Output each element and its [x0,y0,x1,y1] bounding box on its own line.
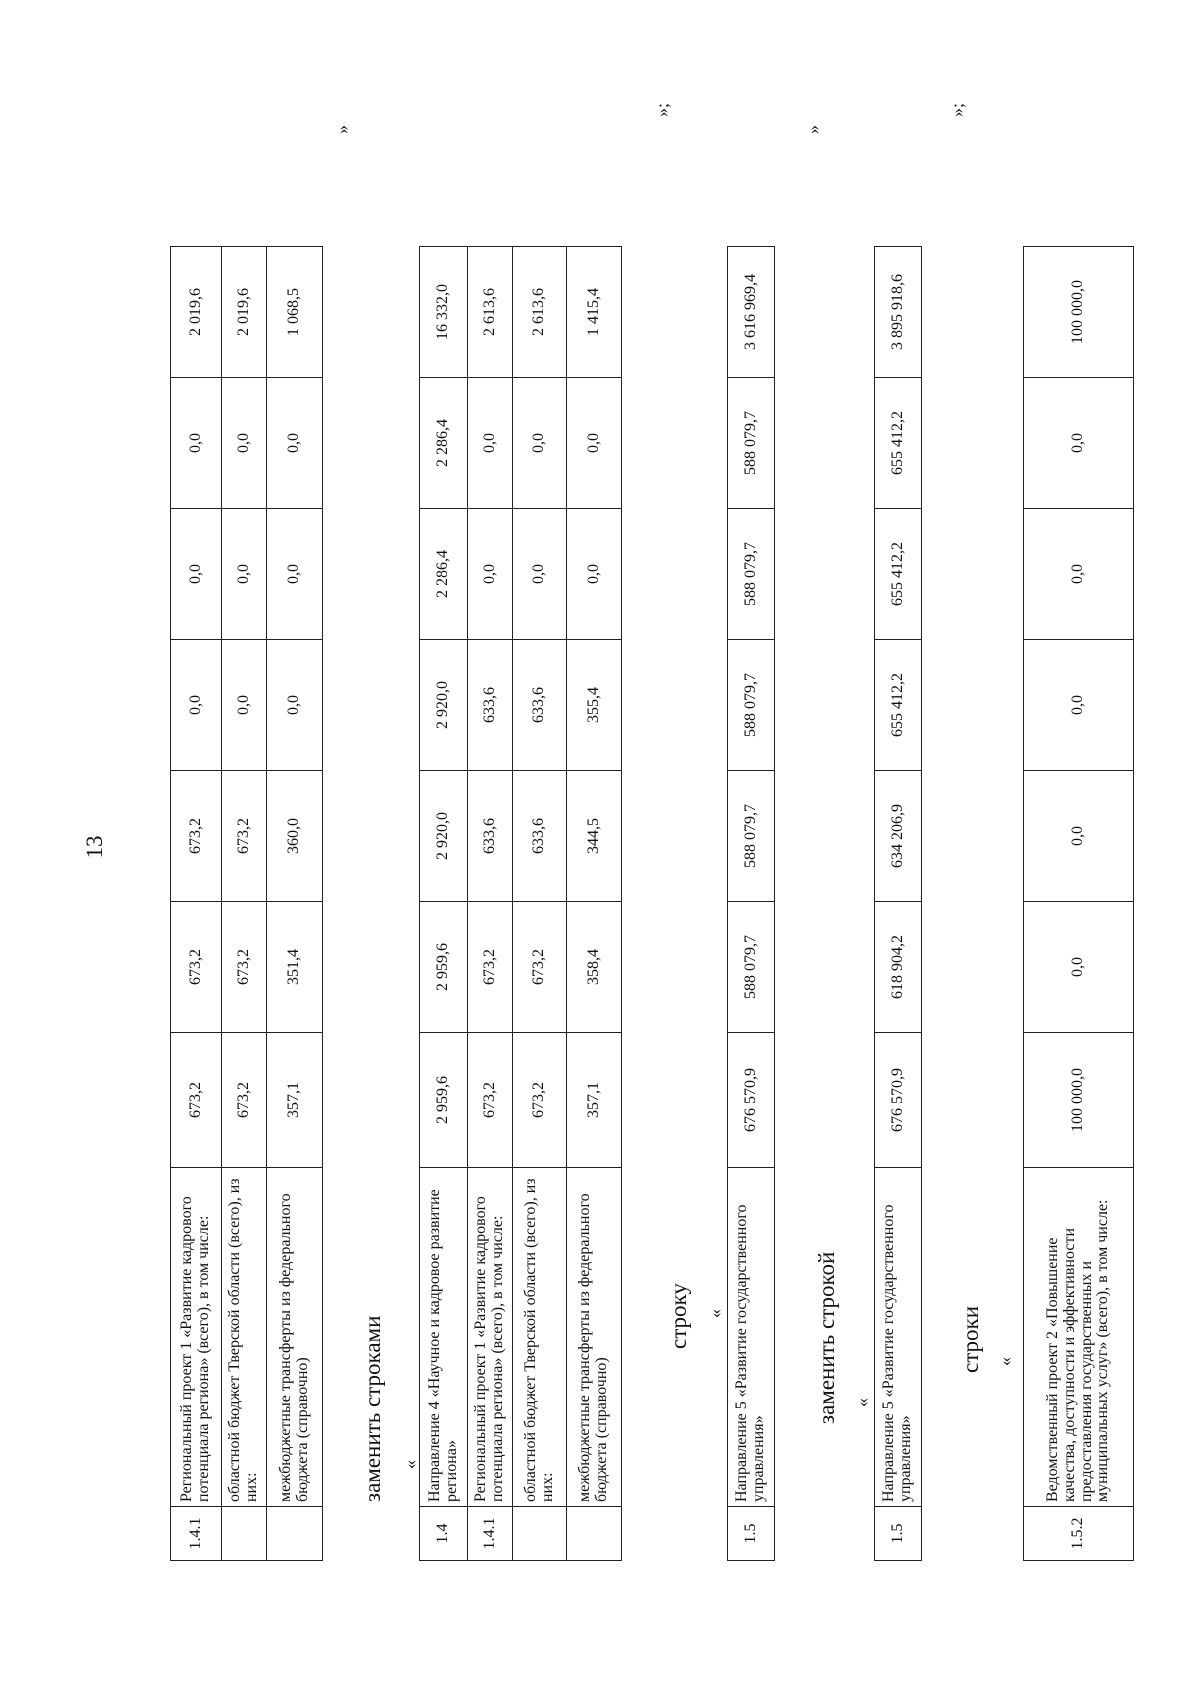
row-year-value: 357,1 [267,1033,323,1168]
row-year-value: 2 920,0 [420,771,468,902]
row-year-value: 0,0 [513,509,567,640]
row-total-value: 2 019,6 [222,247,267,378]
row-code: 1.4 [420,1507,468,1561]
table-row-1-5-2 [1023,246,1134,1561]
row-year-value: 351,4 [267,902,323,1033]
row-name: Ведомственный проект 2 «Повышение качества, доступности и эффективности предоставления государственных и муниципальных услуг» (всего), в том числе: [1024,1168,1134,1507]
row-total-value: 16 332,0 [420,247,468,378]
row-name: Направление 5 «Развитие государственного управления» [875,1168,922,1507]
row-year-value: 655 412,2 [875,378,922,509]
row-year-value: 0,0 [171,509,222,640]
row-year-value: 0,0 [267,378,323,509]
table-row [875,247,922,1561]
row-year-value: 676 570,9 [728,1033,775,1168]
table-row-1-5-new-body [875,247,922,1561]
row-year-value: 0,0 [1024,509,1134,640]
row-year-value: 0,0 [222,509,267,640]
row-year-value: 588 079,7 [728,771,775,902]
open-quote-1: « [400,1460,420,1469]
row-year-value: 0,0 [171,378,222,509]
row-year-value: 2 286,4 [420,378,468,509]
row-total-value: 2 613,6 [468,247,513,378]
row-year-value: 673,2 [513,902,567,1033]
closing-quote-3: » [803,125,823,134]
row-year-value: 0,0 [267,509,323,640]
row-name: Направление 4 «Научное и кадровое развитие региона» [420,1168,468,1507]
table-row-1-5-old-body [728,247,775,1561]
open-quote-3: « [852,1398,872,1407]
table-replace-1 [419,246,622,1561]
row-year-value: 634 206,9 [875,771,922,902]
row-code [567,1507,622,1561]
row-year-value: 0,0 [1024,771,1134,902]
row-code: 1.4.1 [171,1507,222,1561]
row-name: областной бюджет Тверской области (всего), из них: [513,1168,567,1507]
table-replace-1-body [420,247,622,1561]
table-top-body [171,247,323,1561]
table-row [222,247,267,1561]
row-year-value: 673,2 [222,771,267,902]
row-year-value: 0,0 [222,640,267,771]
row-year-value: 633,6 [513,771,567,902]
row-year-value: 100 000,0 [1024,1033,1134,1168]
row-year-value: 360,0 [267,771,323,902]
closing-quote-4: »; [947,102,967,117]
row-year-value: 2 920,0 [420,640,468,771]
instruction-rows: строки [958,1305,983,1373]
table-row [1024,247,1134,1561]
row-year-value: 673,2 [513,1033,567,1168]
row-total-value: 1 415,4 [567,247,622,378]
row-year-value: 673,2 [171,1033,222,1168]
row-code: 1.5 [728,1507,775,1561]
instruction-row: строку [666,1283,691,1349]
row-total-value: 100 000,0 [1024,247,1134,378]
open-quote-4: « [995,1357,1015,1366]
row-year-value: 0,0 [1024,378,1134,509]
row-code [513,1507,567,1561]
row-year-value: 358,4 [567,902,622,1033]
row-total-value: 2 019,6 [171,247,222,378]
row-year-value: 0,0 [171,640,222,771]
row-year-value: 0,0 [468,378,513,509]
row-year-value: 633,6 [468,771,513,902]
row-year-value: 633,6 [513,640,567,771]
row-total-value: 1 068,5 [267,247,323,378]
row-year-value: 0,0 [468,509,513,640]
table-row [171,247,222,1561]
row-year-value: 673,2 [222,1033,267,1168]
closing-quote-2: »; [652,102,672,117]
row-year-value: 344,5 [567,771,622,902]
row-year-value: 673,2 [171,902,222,1033]
row-year-value: 0,0 [1024,640,1134,771]
row-year-value: 0,0 [222,378,267,509]
row-year-value: 2 959,6 [420,902,468,1033]
row-code: 1.4.1 [468,1507,513,1561]
closing-quote-1: » [332,125,352,134]
row-year-value: 618 904,2 [875,902,922,1033]
row-name: Направление 5 «Развитие государственного управления» [728,1168,775,1507]
page-number: 13 [82,835,107,859]
row-year-value: 588 079,7 [728,509,775,640]
row-year-value: 588 079,7 [728,378,775,509]
row-year-value: 357,1 [567,1033,622,1168]
table-row [567,247,622,1561]
row-year-value: 673,2 [468,902,513,1033]
table-row [728,247,775,1561]
table-top [170,246,323,1561]
row-code: 1.5.2 [1024,1507,1134,1561]
row-total-value: 2 613,6 [513,247,567,378]
instruction-replace-rows: заменить строками [360,1315,385,1502]
row-year-value: 2 286,4 [420,509,468,640]
row-name: Региональный проект 1 «Развитие кадрового потенциала региона» (всего), в том числе: [468,1168,513,1507]
row-year-value: 0,0 [1024,902,1134,1033]
row-name: Региональный проект 1 «Развитие кадрового потенциала региона» (всего), в том числе: [171,1168,222,1507]
table-row [420,247,468,1561]
row-year-value: 588 079,7 [728,640,775,771]
table-row-1-5-new [874,246,922,1561]
row-total-value: 3 895 918,6 [875,247,922,378]
row-total-value: 3 616 969,4 [728,247,775,378]
row-code [222,1507,267,1561]
instruction-replace-row: заменить строкой [814,1251,839,1424]
table-row [267,247,323,1561]
table-row [513,247,567,1561]
row-year-value: 673,2 [468,1033,513,1168]
row-code: 1.5 [875,1507,922,1561]
row-code [267,1507,323,1561]
row-year-value: 355,4 [567,640,622,771]
row-year-value: 2 959,6 [420,1033,468,1168]
row-year-value: 673,2 [222,902,267,1033]
row-year-value: 588 079,7 [728,902,775,1033]
open-quote-2: « [705,1309,725,1318]
row-name: межбюджетные трансферты из федерального бюджета (справочно) [267,1168,323,1507]
row-year-value: 0,0 [567,378,622,509]
row-year-value: 633,6 [468,640,513,771]
table-row-1-5-old [727,246,775,1561]
row-name: областной бюджет Тверской области (всего), из них: [222,1168,267,1507]
row-name: межбюджетные трансферты из федерального бюджета (справочно) [567,1168,622,1507]
row-year-value: 655 412,2 [875,509,922,640]
row-year-value: 0,0 [567,509,622,640]
table-row [468,247,513,1561]
row-year-value: 0,0 [513,378,567,509]
row-year-value: 655 412,2 [875,640,922,771]
row-year-value: 673,2 [171,771,222,902]
row-year-value: 676 570,9 [875,1033,922,1168]
table-row-1-5-2-body [1024,247,1134,1561]
row-year-value: 0,0 [267,640,323,771]
